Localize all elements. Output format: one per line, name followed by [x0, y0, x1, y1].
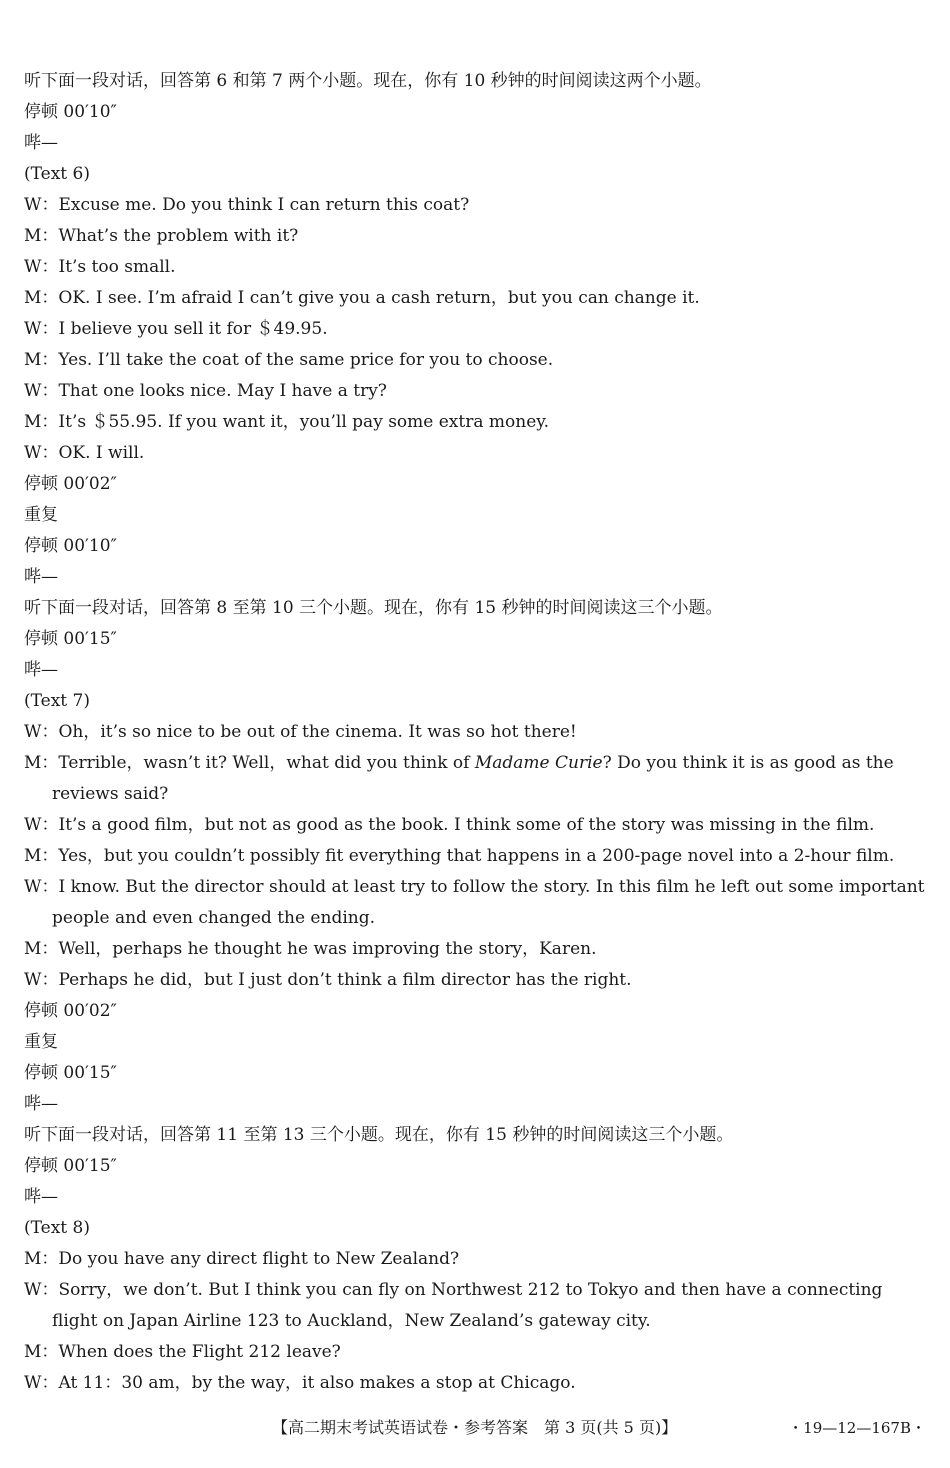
- dialogue-line: M：Yes，but you couldn’t possibly fit everything that happens in a 200-page novel into a 2-hour film.: [24, 846, 895, 866]
- pause-line: 停顿 00′02″: [24, 1001, 117, 1021]
- beep-line: 哔—: [24, 1187, 58, 1207]
- dialogue-text: ? Do you think it is as good as the reviews said?: [52, 753, 894, 804]
- footer-title: 【高二期末考试英语试卷・参考答案 第 3 页(共 5 页)】: [272, 1418, 678, 1437]
- dialogue-line: W：It’s a good film，but not as good as the book. I think some of the story was missing in the film.: [24, 815, 875, 835]
- dialogue-line: [24, 748, 930, 810]
- instruction-line: 听下面一段对话，回答第 11 至第 13 三个小题。现在，你有 15 秒钟的时间阅读这三个小题。: [24, 1125, 734, 1145]
- dialogue-line: M：It’s ＄55.95. If you want it，you’ll pay some extra money.: [24, 412, 549, 432]
- dialogue-line: M：Well，perhaps he thought he was improving the story，Karen.: [24, 939, 597, 959]
- text-heading: (Text 8): [24, 1218, 90, 1238]
- pause-line: 停顿 00′15″: [24, 1063, 117, 1083]
- dialogue-line: W：Oh，it’s so nice to be out of the cinema. It was so hot there!: [24, 722, 577, 742]
- film-title: Madame Curie: [474, 753, 603, 773]
- dialogue-line: W：At 11：30 am，by the way，it also makes a stop at Chicago.: [24, 1373, 576, 1393]
- text-heading: (Text 7): [24, 691, 90, 711]
- beep-line: 哔—: [24, 660, 58, 680]
- pause-line: 停顿 00′02″: [24, 474, 117, 494]
- instruction-line: 听下面一段对话，回答第 8 至第 10 三个小题。现在，你有 15 秒钟的时间阅读这三个小题。: [24, 598, 723, 618]
- dialogue-line: W：It’s too small.: [24, 257, 176, 277]
- dialogue-line: M：What’s the problem with it?: [24, 226, 299, 246]
- repeat-line: 重复: [24, 505, 58, 525]
- dialogue-line: W：Sorry，we don’t. But I think you can fly on Northwest 212 to Tokyo and then have a connecting flight on Japan Airline 123 to Auckland，New Zealand’s gateway city.: [24, 1280, 883, 1331]
- beep-line: 哔—: [24, 1094, 58, 1114]
- dialogue-line: W：I know. But the director should at least try to follow the story. In this film he left out some important people and even changed the ending.: [24, 877, 925, 928]
- dialogue-line: W：Excuse me. Do you think I can return this coat?: [24, 195, 470, 215]
- dialogue-line: W：Perhaps he did，but I just don’t think a film director has the right.: [24, 970, 632, 990]
- dialogue-line: M：OK. I see. I’m afraid I can’t give you a cash return，but you can change it.: [24, 288, 700, 308]
- text-heading: (Text 6): [24, 164, 90, 184]
- dialogue-line: M：When does the Flight 212 leave?: [24, 1342, 341, 1362]
- dialogue-text: M：Terrible，wasn’t it? Well，what did you think of: [24, 753, 475, 773]
- dialogue-line: M：Do you have any direct flight to New Zealand?: [24, 1249, 460, 1269]
- pause-line: 停顿 00′10″: [24, 102, 117, 122]
- pause-line: 停顿 00′15″: [24, 1156, 117, 1176]
- dialogue-line: W：OK. I will.: [24, 443, 145, 463]
- beep-line: 哔—: [24, 567, 58, 587]
- transcript: [24, 66, 930, 1399]
- repeat-line: 重复: [24, 1032, 58, 1052]
- beep-line: 哔—: [24, 133, 58, 153]
- dialogue-line: W：That one looks nice. May I have a try?: [24, 381, 387, 401]
- instruction-line: 听下面一段对话，回答第 6 和第 7 两个小题。现在，你有 10 秒钟的时间阅读这两个小题。: [24, 71, 712, 91]
- pause-line: 停顿 00′10″: [24, 536, 117, 556]
- dialogue-line: W：I believe you sell it for ＄49.95.: [24, 319, 328, 339]
- dialogue-line: M：Yes. I’ll take the coat of the same price for you to choose.: [24, 350, 554, 370]
- page-footer: [0, 1415, 950, 1441]
- pause-line: 停顿 00′15″: [24, 629, 117, 649]
- footer-code: ・19—12—167B・: [788, 1419, 926, 1437]
